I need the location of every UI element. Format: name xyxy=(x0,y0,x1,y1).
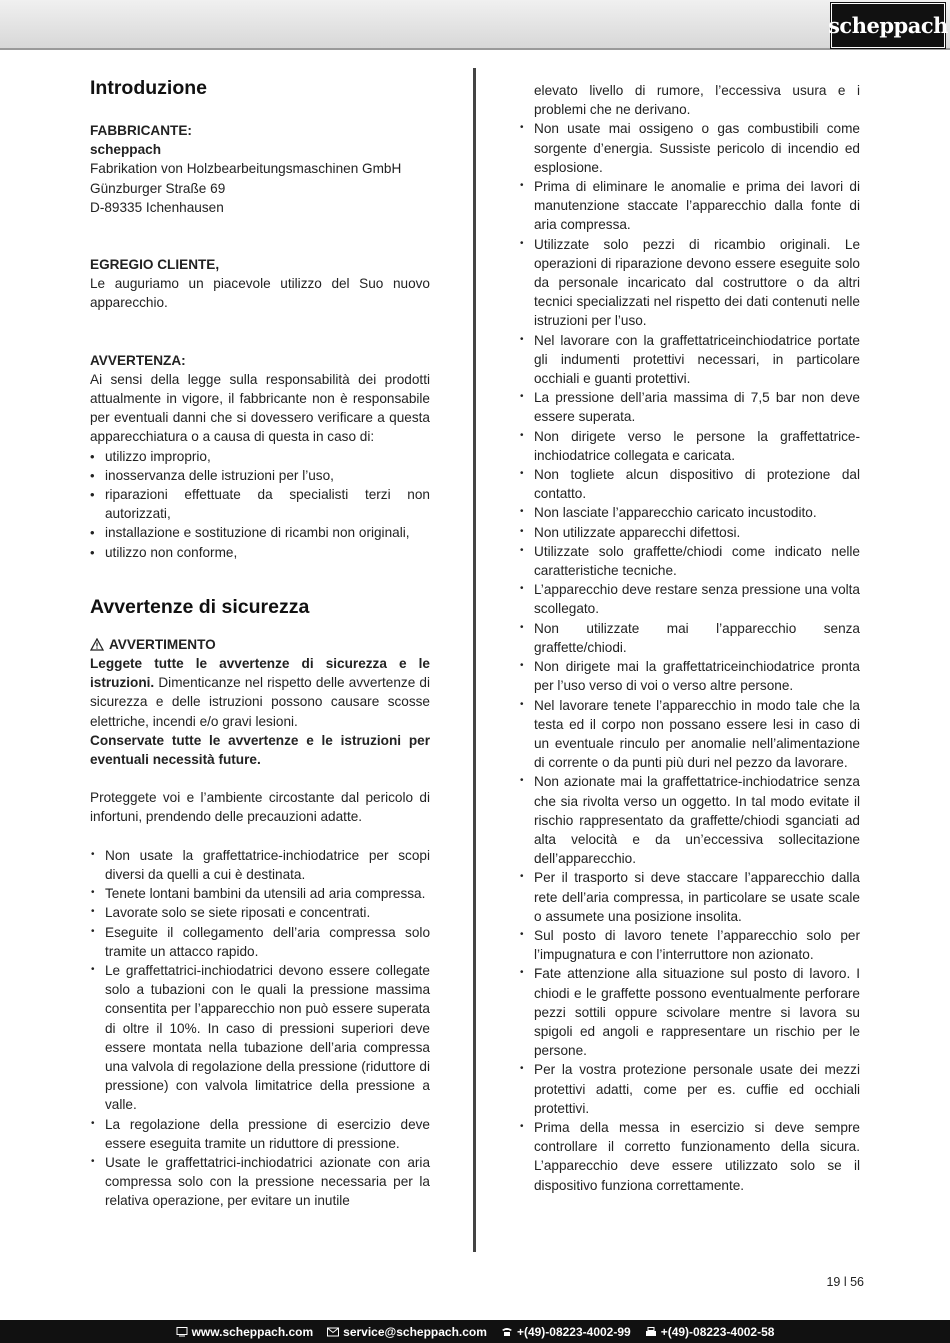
left-column xyxy=(90,76,430,1211)
list-item: • Lavorate solo se siete riposati e concentrati. xyxy=(90,903,430,922)
list-item: • Non usate la graffettatrice-inchiodatrice per scopi diversi da quelli a cui è destinata. xyxy=(90,846,430,884)
customer-text: Le auguriamo un piacevole utilizzo del Suo nuovo apparecchio. xyxy=(90,276,430,311)
intro-heading: Introduzione xyxy=(90,77,207,99)
list-item: • Non azionate mai la graffettatrice-inchiodatrice senza che sia rivolta verso un oggetto. In tal modo evitate il rischio rappresentato da graffette/chiodi sganciati ad alta velocità e da un’eccessiva sollecitazione dell’apparecchio. xyxy=(519,772,860,868)
mail-icon xyxy=(327,1327,339,1337)
phone-icon xyxy=(501,1327,513,1337)
list-item: • Eseguite il collegamento dell’aria compressa solo tramite un attacco rapido. xyxy=(90,923,430,961)
safety-heading: Avvertenze di sicurezza xyxy=(90,595,310,618)
safety-list-left xyxy=(90,846,430,1211)
list-item: • Fate attenzione alla situazione sul posto di lavoro. I chiodi e le graffette possono eventualmente perforare pezzi sottili oppure scivolare mentre si lavora su spigoli ed angoli e rappresentare un rischio per le persone. xyxy=(519,964,860,1060)
notice-list xyxy=(90,447,430,562)
header-bar xyxy=(0,0,950,50)
customer-label: EGREGIO CLIENTE, xyxy=(90,257,220,273)
list-item: • inosservanza delle istruzioni per l’uso, xyxy=(90,466,430,485)
list-item: • Sul posto di lavoro tenete l’apparecchio solo per l’impugnatura e con l’interruttore non azionato. xyxy=(519,926,860,964)
column-divider xyxy=(473,68,476,1252)
address-line: Fabrikation von Holzbearbeitungsmaschinen GmbH xyxy=(90,161,402,177)
right-column xyxy=(519,81,860,1195)
list-item: • Prima della messa in esercizio si deve sempre controllare il corretto funzionamento della sicura. L’apparecchio deve essere utilizzato solo se il dispositivo funziona correttamente. xyxy=(519,1118,860,1195)
list-item: • utilizzo non conforme, xyxy=(90,543,430,562)
footer-email-text: service@scheppach.com xyxy=(343,1324,487,1339)
address-line: Günzburger Straße 69 xyxy=(90,180,226,196)
warning-paragraph xyxy=(90,654,430,731)
warning-bold-text: Leggete tutte le avvertenze di sicurezza e le istruzioni. xyxy=(90,656,430,691)
footer-fax-text: +(49)-08223-4002-58 xyxy=(660,1324,775,1339)
warning-title xyxy=(90,635,430,654)
monitor-icon xyxy=(176,1327,188,1337)
notice-text: Ai sensi della legge sulla responsabilità dei prodotti attualmente in vigore, il fabbricante non è responsabile per eventuali danni che si dovessero verificare a questa apparecchiatura o a causa di questa in caso di: xyxy=(90,371,430,445)
manufacturer-label: FABBRICANTE: xyxy=(90,123,192,138)
list-item: • Non utilizzate apparecchi difettosi. xyxy=(519,523,860,542)
list-item: • Le graffettatrici-inchiodatrici devono essere collegate solo a tubazioni con le quali la pressione massima consentita per l’apparecchio non può essere superata di oltre il 10%. In caso di pressioni superiori deve essere montata nella tubazione dell’aria compressa una valvola di regolazione della pressione (riduttore di pressione) con valvola limitatrice della pressione a valle. xyxy=(90,961,430,1115)
notice-label: AVVERTENZA: xyxy=(90,352,186,368)
footer-web[interactable] xyxy=(176,1325,314,1339)
list-item: • utilizzo improprio, xyxy=(90,447,430,466)
protect-text: Proteggete voi e l’ambiente circostante dal pericolo di infortuni, prendendo delle precauzioni adatte. xyxy=(90,790,430,825)
footer-web-text: www.scheppach.com xyxy=(191,1324,314,1339)
manufacturer-name: scheppach xyxy=(90,142,162,158)
list-item: • L’apparecchio deve restare senza pressione una volta scollegato. xyxy=(519,580,860,618)
warning-text: Dimenticanze nel rispetto delle avvertenze di sicurezza e delle istruzioni possono causare scosse elettriche, incendi e/o gravi lesioni. xyxy=(90,675,430,729)
page-number: 19 l 56 xyxy=(826,1275,864,1289)
list-item: • Non dirigete mai la graffettatriceinchiodatrice pronta per l’uso verso di voi o verso altre persone. xyxy=(519,657,860,695)
safety-list-right xyxy=(519,119,860,1194)
warning-triangle-icon xyxy=(90,638,104,651)
list-item: • Non lasciate l’apparecchio caricato incustodito. xyxy=(519,503,860,522)
list-item: • Non usate mai ossigeno o gas combustibili come sorgente d’energia. Sussiste pericolo di incendio ed esplosione. xyxy=(519,119,860,177)
list-item: • riparazioni effettuate da specialisti terzi non autorizzati, xyxy=(90,485,430,523)
address-line: D-89335 Ichenhausen xyxy=(90,199,224,215)
list-item: • Non dirigete verso le persone la graffettatrice-inchiodatrice collegata e caricata. xyxy=(519,427,860,465)
list-item: • La pressione dell’aria massima di 7,5 bar non deve essere superata. xyxy=(519,388,860,426)
footer-bar xyxy=(0,1320,950,1343)
list-item: • Utilizzate solo graffette/chiodi come indicato nelle caratteristiche tecniche. xyxy=(519,542,860,580)
list-item: • Utilizzate solo pezzi di ricambio originali. Le operazioni di riparazione devono essere eseguite solo da personale incaricato dal costruttore o da altri tecnici specializzati nel rispetto dei dati contenuti nelle istruzioni per l’uso. xyxy=(519,235,860,331)
list-item: • La regolazione della pressione di esercizio deve essere eseguita tramite un riduttore di pressione. xyxy=(90,1115,430,1153)
continuation-text: elevato livello di rumore, l’eccessiva usura e i problemi che ne derivano. xyxy=(534,83,860,118)
warning-label: AVVERTIMENTO xyxy=(109,636,216,652)
list-item: • installazione e sostituzione di ricambi non originali, xyxy=(90,523,430,542)
keep-instructions-text: Conservate tutte le avvertenze e le istruzioni per eventuali necessità future. xyxy=(90,732,430,768)
brand-logo: scheppach xyxy=(831,3,945,48)
fax-icon xyxy=(645,1327,657,1337)
footer-email[interactable] xyxy=(327,1325,487,1339)
footer-fax[interactable] xyxy=(645,1325,775,1339)
list-item: • Usate le graffettatrici-inchiodatrici azionate con aria compressa solo con la pressione necessaria per la relativa operazione, per evitare un inutile xyxy=(90,1153,430,1211)
footer-phone-text: +(49)-08223-4002-99 xyxy=(516,1324,631,1339)
list-item: • Non togliete alcun dispositivo di protezione dal contatto. xyxy=(519,465,860,503)
list-item: • Tenete lontani bambini da utensili ad aria compressa. xyxy=(90,884,430,903)
footer-phone[interactable] xyxy=(501,1325,631,1339)
list-item: • Nel lavorare con la graffettatriceinchiodatrice portate gli indumenti protettivi necessari, in particolare occhiali e guanti protettivi. xyxy=(519,331,860,389)
list-item: • Nel lavorare tenete l’apparecchio in modo tale che la testa ed il corpo non possano essere lesi in caso di un eventuale rinculo per anomalie nell’alimentazione di corrente o da punti più duri nel pezzo da lavorare. xyxy=(519,696,860,773)
list-item: • Per la vostra protezione personale usate dei mezzi protettivi adatti, come per es. cuffie ed occhiali protettivi. xyxy=(519,1060,860,1118)
list-item: • Per il trasporto si deve staccare l’apparecchio dalla rete dell’aria compressa, in particolare se usate scale o assumete una posizione insolita. xyxy=(519,868,860,926)
list-item: • Prima di eliminare le anomalie e prima dei lavori di manutenzione staccate l’apparecchio dalla fonte di aria compressa. xyxy=(519,177,860,235)
list-item: • Non utilizzate mai l’apparecchio senza graffette/chiodi. xyxy=(519,619,860,657)
